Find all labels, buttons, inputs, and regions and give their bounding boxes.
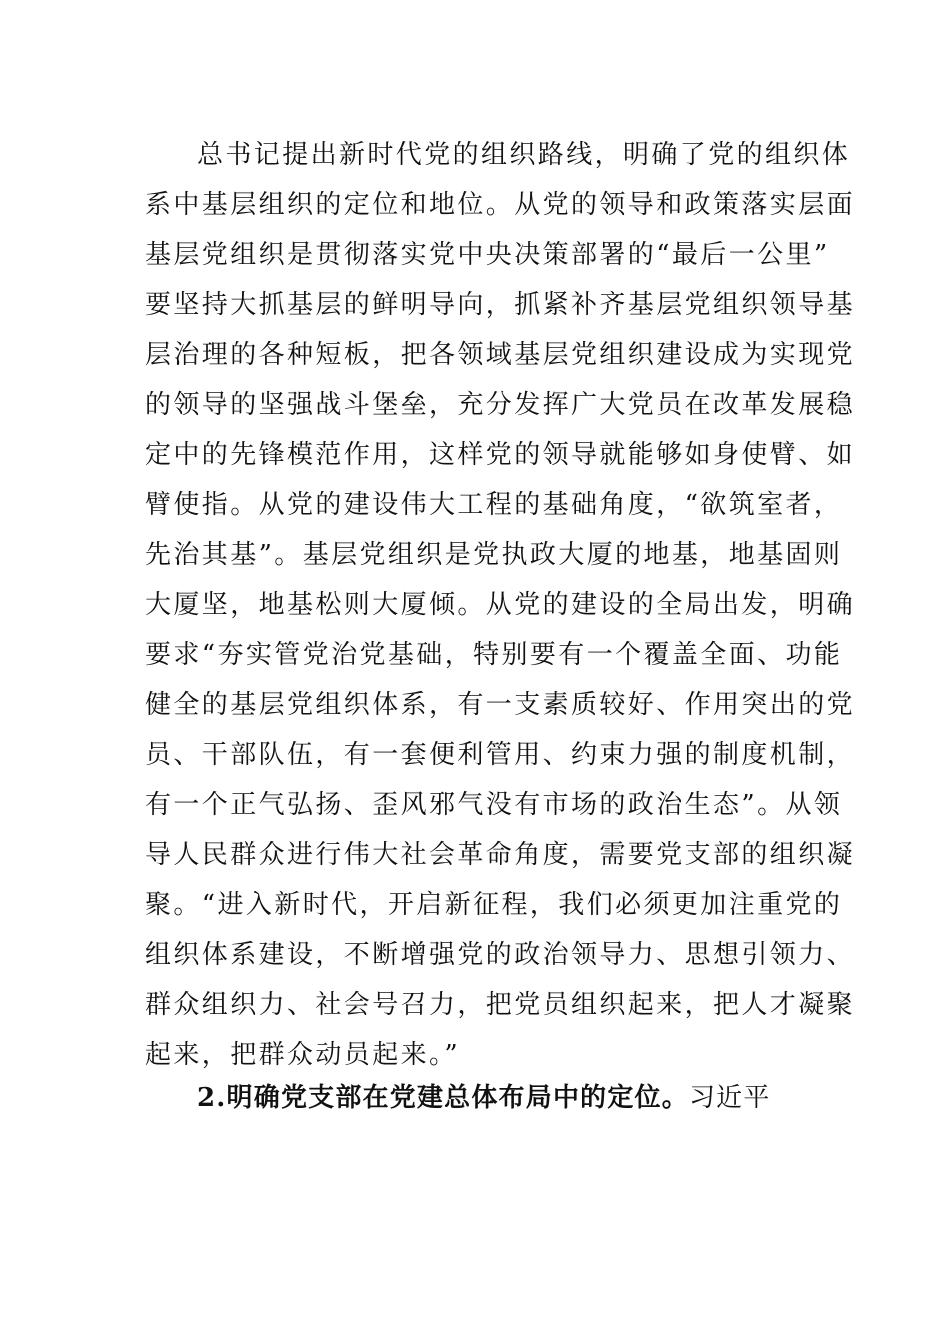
- paragraph-line: 总书记提出新时代党的组织路线，明确了党的组织体: [197, 140, 851, 170]
- paragraph-line: 员、干部队伍，有一套便利管用、约束力强的制度机制，: [145, 740, 856, 770]
- paragraph-line: 组织体系建设，不断增强党的政治领导力、思想引领力、: [145, 940, 856, 970]
- paragraph-line: 起来，把群众动员起来。”: [145, 1040, 461, 1070]
- paragraph-line: 有一个正气弘扬、歪风邪气没有市场的政治生态”。从领: [145, 790, 843, 820]
- paragraph-line: 层治理的各种短板，把各领域基层党组织建设成为实现党: [145, 340, 856, 370]
- paragraph-line: 大厦坚，地基松则大厦倾。从党的建设的全局出发，明确: [145, 590, 856, 620]
- paragraph-line: 导人民群众进行伟大社会革命角度，需要党支部的组织凝: [145, 840, 856, 870]
- paragraph-line: 臂使指。从党的建设伟大工程的基础角度，“欲筑室者，: [145, 490, 843, 520]
- paragraph-line: 健全的基层党组织体系，有一支素质较好、作用突出的党: [145, 690, 856, 720]
- paragraph-line: 的领导的坚强战斗堡垒，充分发挥广大党员在改革发展稳: [145, 390, 856, 420]
- section-heading: [197, 1073, 771, 1123]
- paragraph-line: 群众组织力、社会号召力，把党员组织起来，把人才凝聚: [145, 990, 856, 1020]
- paragraph-line: 基层党组织是贯彻落实党中央决策部署的“最后一公里”: [145, 240, 830, 270]
- body-paragraph: [145, 130, 856, 1080]
- section-heading-title: 2.明确党支部在党建总体布局中的定位。: [197, 1083, 689, 1113]
- paragraph-line: 聚。“进入新时代，开启新征程，我们必须更加注重党的: [145, 890, 843, 920]
- paragraph-line: 要坚持大抓基层的鲜明导向，抓紧补齐基层党组织领导基: [145, 290, 856, 320]
- section-heading-continuation: 习近平: [688, 1083, 771, 1113]
- paragraph-line: 定中的先锋模范作用，这样党的领导就能够如身使臂、如: [145, 440, 856, 470]
- paragraph-line: 系中基层组织的定位和地位。从党的领导和政策落实层面: [145, 190, 856, 220]
- paragraph-line: 先治其基”。基层党组织是党执政大厦的地基，地基固则: [145, 540, 843, 570]
- paragraph-line: 要求“夯实管党治党基础，特别要有一个覆盖全面、功能: [145, 640, 843, 670]
